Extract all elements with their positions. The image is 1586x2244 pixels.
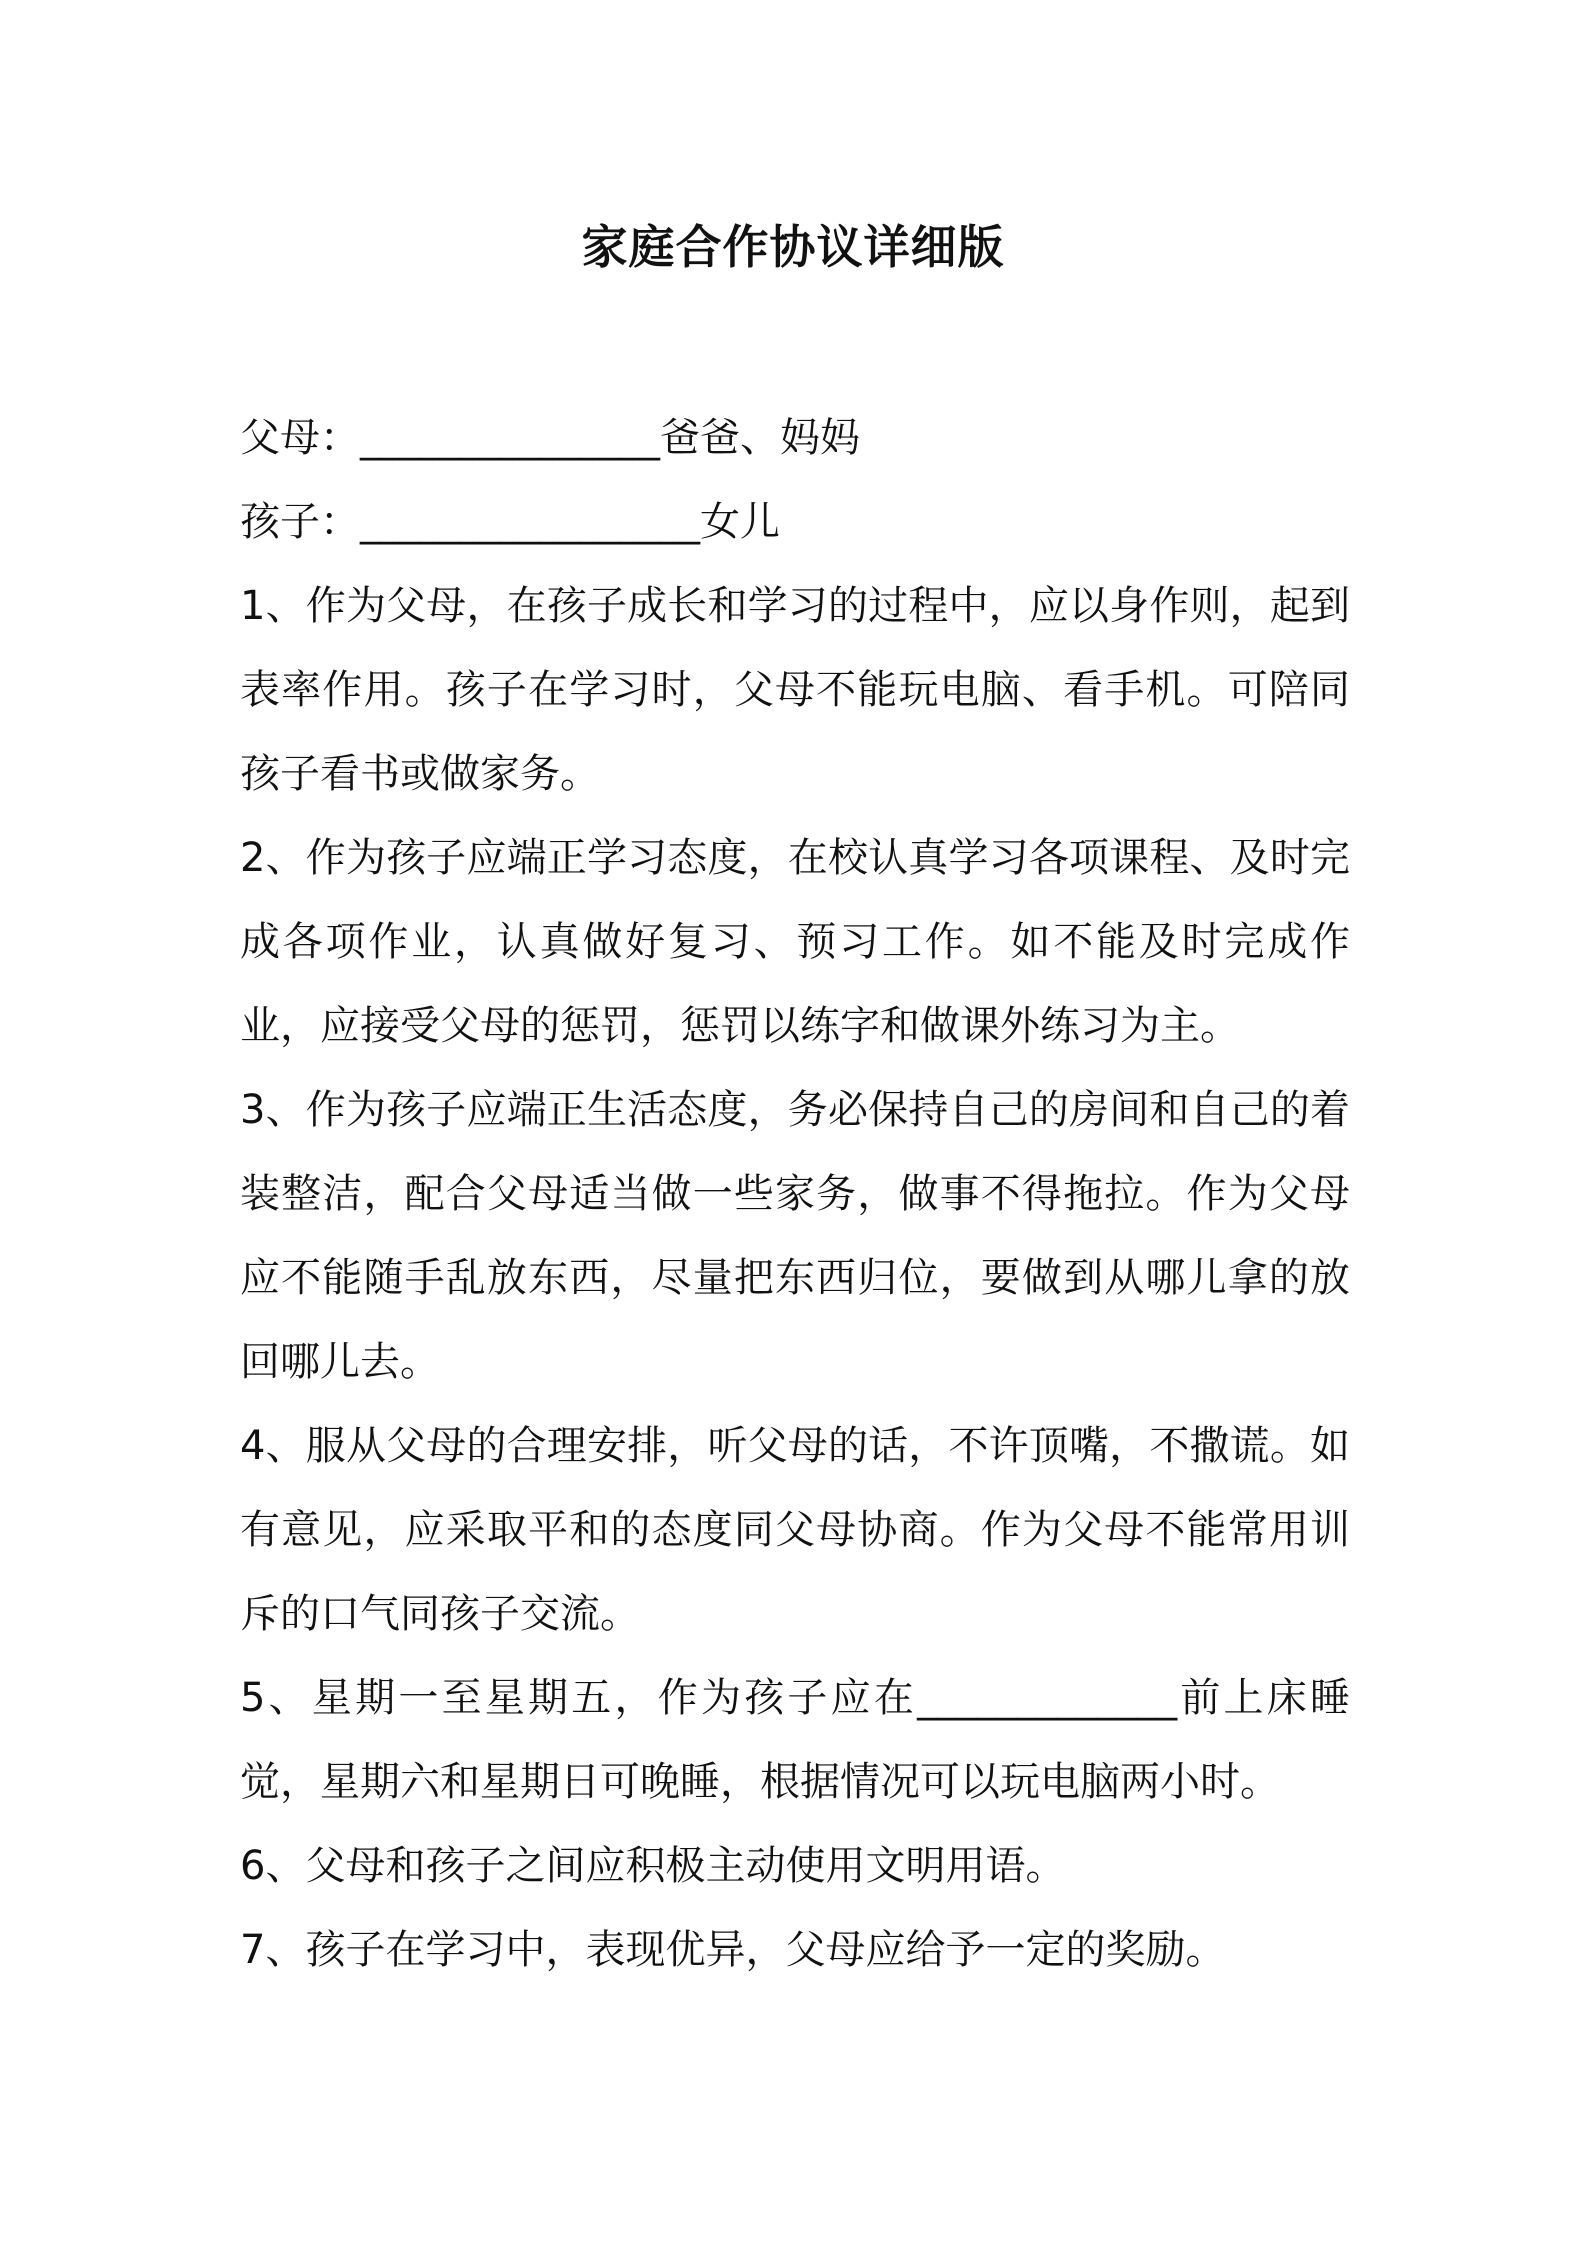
clause-7: 7、孩子在学习中，表现优异，父母应给予一定的奖励。 <box>240 1927 1226 1973</box>
clause-5: 5、星期一至星期五，作为孩子应在_____________前上床睡觉，星期六和星期日可晚睡，根据情况可以玩电脑两小时。 <box>240 1675 1350 1805</box>
document-title: 家庭合作协议详细版 <box>581 220 1005 274</box>
clause-4: 4、服从父母的合理安排，听父母的话，不许顶嘴，不撒谎。如有意见，应采取平和的态度同父母协商。作为父母不能常用训斥的口气同孩子交流。 <box>240 1423 1350 1637</box>
child-line: 孩子：_________________女儿 <box>240 499 780 545</box>
clause-1: 1、作为父母，在孩子成长和学习的过程中，应以身作则，起到表率作用。孩子在学习时，父母不能玩电脑、看手机。可陪同孩子看书或做家务。 <box>240 583 1350 797</box>
parents-line: 父母：_______________爸爸、妈妈 <box>240 415 860 461</box>
clause-3: 3、作为孩子应端正生活态度，务必保持自己的房间和自己的着装整洁，配合父母适当做一些家务，做事不得拖拉。作为父母应不能随手乱放东西，尽量把东西归位，要做到从哪儿拿的放回哪儿去。 <box>240 1087 1350 1385</box>
document-body <box>240 396 1350 1992</box>
clause-6: 6、父母和孩子之间应积极主动使用文明用语。 <box>240 1843 1066 1889</box>
clause-2: 2、作为孩子应端正学习态度，在校认真学习各项课程、及时完成各项作业，认真做好复习、预习工作。如不能及时完成作业，应接受父母的惩罚，惩罚以练字和做课外练习为主。 <box>240 835 1350 1049</box>
